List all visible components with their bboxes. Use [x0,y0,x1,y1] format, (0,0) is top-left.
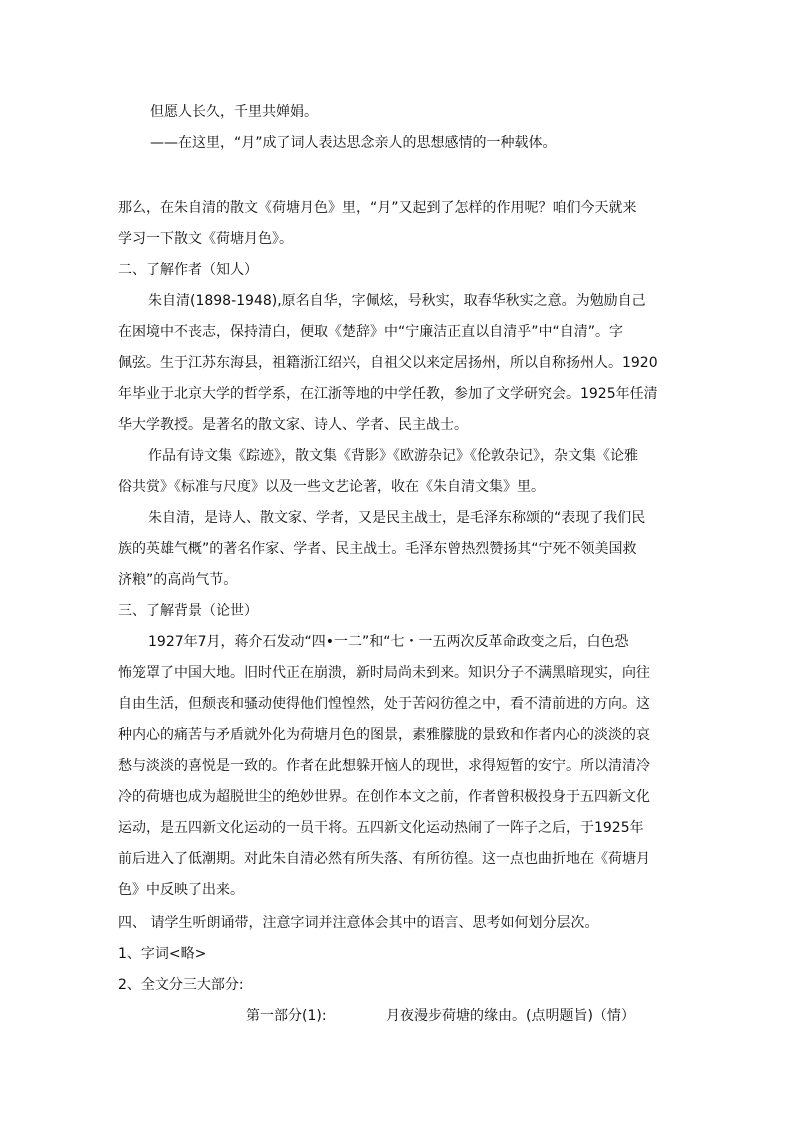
background-para-line: 愁与淡淡的喜悦是一致的。作者在此想躲开恼人的现世，求得短暂的安宁。所以清清冷 [118,758,650,774]
background-para-line: 冷的荷塘也成为超脱世尘的绝妙世界。在创作本文之前，作者曾积极投身于五四新文化 [118,789,650,805]
author-para1-line: 华大学教授。是著名的散文家、诗人、学者、民主战士。 [118,417,468,433]
author-para2-line: 俗共赏》《标准与尺度》以及一些文艺论著，收在《朱自清文集》里。 [118,479,545,495]
poem-comment: ——在这里，“月”成了词人表达思念亲人的思想感情的一种载体。 [150,135,557,151]
author-para3-line: 朱自清，是诗人、散文家、学者，又是民主战士，是毛泽东称颂的“表现了我们民 [148,510,646,526]
part-1-description: 月夜漫步荷塘的缘由。(点明题旨)（情） [386,1008,635,1024]
author-para2-line: 作品有诗文集《踪迹》，散文集《背影》《欧游杂记》《伦敦杂记》，杂文集《论雅 [148,448,638,464]
background-para-line: 1927年7月，蒋介石发动“四•一二”和“七・一五两次反革命政变之后，白色恐 [148,634,629,650]
section-heading-background: 三、了解背景（论世） [118,603,258,619]
author-para1-line: 朱自清(1898-1948),原名自华，字佩炫，号秋实，取春华秋实之意。为勉励自己 [148,293,646,309]
author-para1-line: 年毕业于北京大学的哲学系，在江浙等地的中学任教，参加了文学研究会。1925年任清 [118,386,658,402]
author-para1-line: 在困境中不丧志，保持清白，便取《楚辞》中“宁廉洁正直以自清乎”中“自清”。字 [118,324,624,340]
section-heading-listening: 四、 请学生听朗诵带，注意字词并注意体会其中的语言、思考如何划分层次。 [118,915,599,931]
section-heading-author: 二、了解作者（知人） [118,262,258,278]
author-para3-line: 济粮”的高尚气节。 [118,572,238,588]
part-1-label: 第一部分(1): [246,1008,327,1024]
author-para3-line: 族的英雄气概”的著名作家、学者、民主战士。毛泽东曾热烈赞扬其“宁死不领美国救 [118,541,637,557]
background-para-line: 色》中反映了出来。 [118,882,244,898]
author-para1-line: 佩弦。生于江苏东海县，祖籍浙江绍兴，自祖父以来定居扬州，所以自称扬州人。1920 [118,355,658,371]
poem-line: 但愿人长久，千里共婵娟。 [150,104,318,120]
list-item-vocabulary: 1、字词<略> [118,946,207,962]
background-para-line: 种内心的痛苦与矛盾就外化为荷塘月色的图景，素雅朦胧的景致和作者内心的淡淡的哀 [118,727,650,743]
background-para-line: 前后进入了低潮期。对此朱自清必然有所失落、有所彷徨。这一点也曲折地在《荷塘月 [118,851,650,867]
intro-line-2: 学习一下散文《荷塘月色》。 [118,231,293,247]
structure-part-1 [246,1006,635,1026]
background-para-line: 自由生活，但颓丧和骚动使得他们惶惶然，处于苦闷彷徨之中，看不清前进的方向。这 [118,696,650,712]
intro-line-1: 那么，在朱自清的散文《荷塘月色》里，“月”又起到了怎样的作用呢？咱们今天就来 [118,200,637,216]
background-para-line: 运动，是五四新文化运动的一员干将。五四新文化运动热闹了一阵子之后，于1925年 [118,820,644,836]
background-para-line: 怖笼罩了中国大地。旧时代正在崩溃，新时局尚未到来。知识分子不满黑暗现实，向往 [118,665,650,681]
list-item-structure: 2、全文分三大部分: [118,977,244,993]
